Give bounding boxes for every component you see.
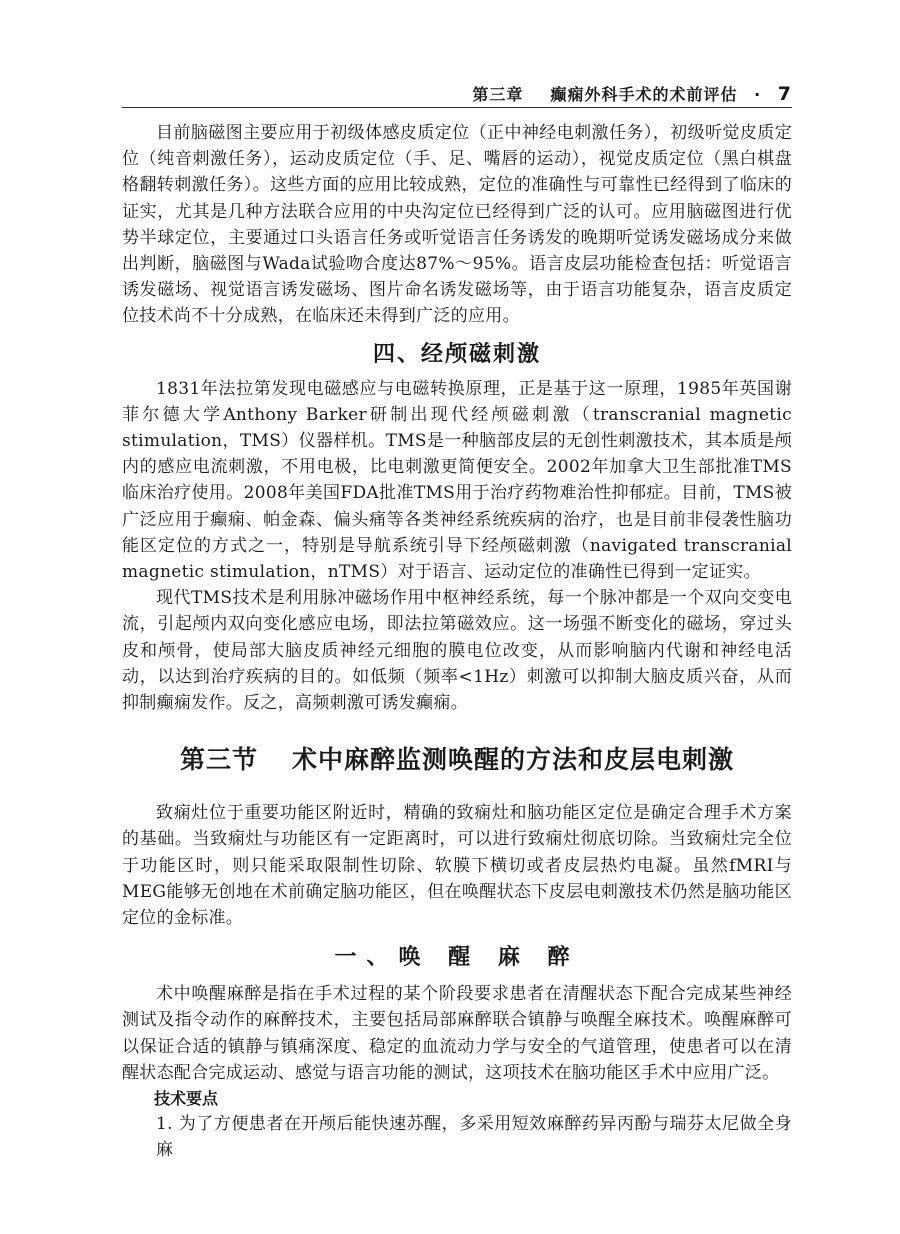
chapter-number: 第三章 [472,85,524,104]
paragraph-tms-history: 1831年法拉第发现电磁感应与电磁转换原理，正是基于这一原理，1985年英国谢菲尔德大学Anthony Barker研制出现代经颅磁刺激（transcranial magnetic stimulation，TMS）仪器样机。TMS是一种脑部皮层的无创性刺激技术，其本质是颅内的感应电流刺激，不用电极，比电刺激更简便安全。2002年加拿大卫生部批准TMS临床治疗使用。2008年美国FDA批准TMS用于治疗药物难治性抑郁症。目前，TMS被广泛应用于癫痫、帕金森、偏头痛等各类神经系统疾病的治疗，也是目前非侵袭性脑功能区定位的方式之一，特别是导航系统引导下经颅磁刺激（navigated transcranial magnetic stimulation，nTMS）对于语言、运动定位的准确性已得到一定证实。 [122,378,792,583]
paragraph-section3-intro: 致痫灶位于重要功能区附近时，精确的致痫灶和脑功能区定位是确定合理手术方案的基础。当致痫灶与功能区有一定距离时，可以进行致痫灶彻底切除。当致痫灶完全位于功能区时，则只能采取限制性切除、软膜下横切或者皮层热灼电凝。虽然fMRI与MEG能够无创地在术前确定脑功能区，但在唤醒状态下皮层电刺激技术仍然是脑功能区定位的金标准。 [122,803,792,929]
section-label: 第三节 [179,745,258,775]
heading-tms: 四、经颅磁刺激 [372,341,541,367]
paragraph-meg: 目前脑磁图主要应用于初级体感皮质定位（正中神经电刺激任务），初级听觉皮质定位（纯音刺激任务），运动皮质定位（手、足、嘴唇的运动），视觉皮质定位（黑白棋盘格翻转刺激任务）。这些方面的应用比较成熟，定位的准确性与可靠性已经得到了临床的证实，尤其是几种方法联合应用的中央沟定位已经得到广泛的认可。应用脑磁图进行优势半球定位，主要通过口头语言任务或听觉语言任务诱发的晚期听觉诱发磁场成分来做出判断，脑磁图与Wada试验吻合度达87%～95%。语言皮层功能检查包括：听觉语言诱发磁场、视觉语言诱发磁场、图片命名诱发磁场等，由于语言功能复杂，语言皮质定位技术尚不十分成熟，在临床还未得到广泛的应用。 [122,123,792,327]
header-dot: · [754,85,762,104]
chapter-title: 癫痫外科手术的术前评估 [550,85,738,104]
paragraph-tms-principle: 现代TMS技术是利用脉冲磁场作用中枢神经系统，每一个脉冲都是一个双向交变电流，引起颅内双向变化感应电场，即法拉第磁效应。这一场强不断变化的磁场，穿过头皮和颅骨，使局部大脑皮质神经元细胞的膜电位改变，从而影响脑内代谢和神经电活动，以达到治疗疾病的目的。如低频（频率<1Hz）刺激可以抑制大脑皮质兴奋，从而抑制癫痫发作。反之，高频刺激可诱发癫痫。 [122,588,792,714]
section-heading [122,730,792,790]
list-item-1: 1. 为了方便患者在开颅后能快速苏醒，多采用短效麻醉药异丙酚与瑞芬太尼做全身麻 [156,1114,792,1161]
page-body [122,120,792,1163]
page-number: 7 [777,83,792,105]
section-title: 术中麻醉监测唤醒的方法和皮层电刺激 [292,745,735,775]
heading-awake-anesthesia: 一、唤 醒 麻 醉 [334,945,580,971]
paragraph-awake-anesthesia: 术中唤醒麻醉是指在手术过程的某个阶段要求患者在清醒状态下配合完成某些神经测试及指令动作的麻醉技术，主要包括局部麻醉联合镇静与唤醒全麻技术。唤醒麻醉可以保证合适的镇静与镇痛深度、稳定的血流动力学与安全的气道管理，使患者可以在清醒状态配合完成运动、感觉与语言功能的测试，这项技术在脑功能区手术中应用广泛。 [122,984,792,1083]
key-points-title: 技术要点 [154,1089,219,1109]
header-rule [122,107,792,108]
running-header [122,82,792,106]
